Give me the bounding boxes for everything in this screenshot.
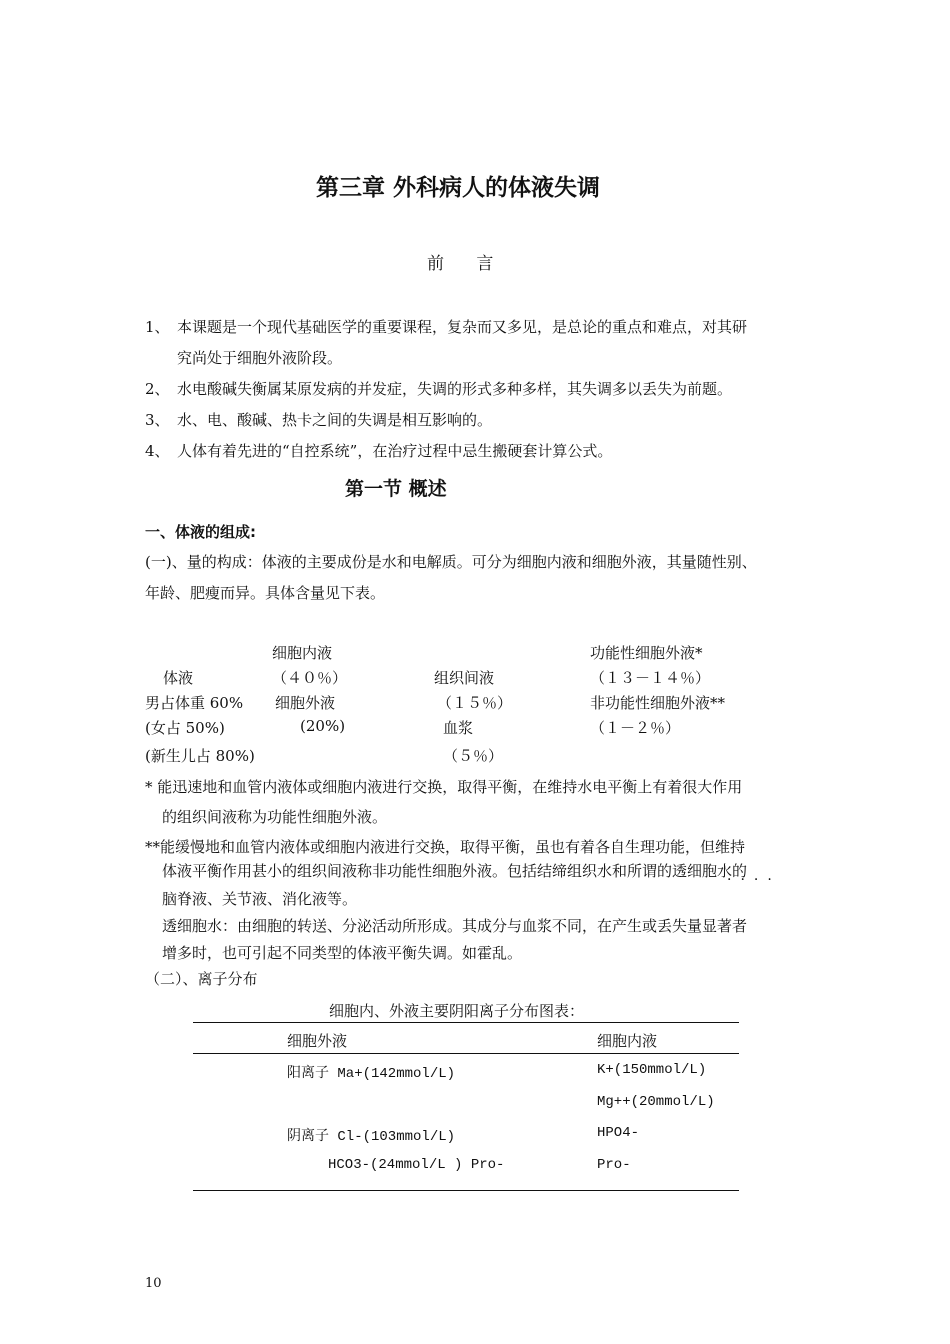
page-number: 10 [145, 1276, 162, 1291]
ion-row-1-ecf: 阳离子 Ma+(142mmol/L) [287, 1066, 456, 1082]
note-transcellular-line1: 透细胞水：由细胞的转送、分泌活动所形成。其成分与血浆不同，在产生或丢失量显著者 [162, 917, 748, 935]
note-functional-line2: 的组织间液称为功能性细胞外液。 [162, 808, 388, 826]
subsection-1-line2: 年龄、肥瘦而异。具体含量见下表。 [145, 584, 386, 602]
ion-row-4-ecf: HCO3-(24mmol/L ) Pro- [328, 1157, 505, 1173]
ion-row-3-ecf: 阴离子 Cl-(103mmol/L) [287, 1129, 456, 1145]
label-female-weight: (女占 50%) [145, 719, 225, 737]
note-nonfunctional-line2: 体液平衡作用甚小的组织间液称非功能性细胞外液。包括结缔组织水和所谓的透细胞水的 [162, 862, 748, 880]
preface-item-2-line1: 水电酸碱失衡属某原发病的并发症，失调的形式多种多样，其失调多以丢失为前题。 [177, 380, 733, 398]
preface-item-1-line1: 本课题是一个现代基础医学的重要课程，复杂而又多见，是总论的重点和难点，对其研 [177, 318, 748, 336]
chapter-title: 第三章 外科病人的体液失调 [316, 175, 601, 201]
preface-title: 前 言 [427, 254, 494, 274]
preface-item-1-line2: 究尚处于细胞外液阶段。 [177, 349, 343, 367]
ion-row-2-icf: Mg++(20mmol/L) [597, 1094, 715, 1110]
section-title: 第一节 概述 [345, 478, 447, 500]
subsection-1-line1: (一)、量的构成：体液的主要成份是水和电解质。可分为细胞内液和细胞外液，其量随性别、 [145, 553, 757, 571]
label-plasma: 血浆 [443, 719, 474, 737]
value-extracellular-pct: (20%) [300, 717, 346, 735]
note-transcellular-line2: 增多时，也可引起不同类型的体液平衡失调。如霍乱。 [162, 944, 523, 962]
label-nonfunctional-ecf: 非功能性细胞外液** [590, 694, 726, 712]
ion-table-header-icf: 细胞内液 [597, 1032, 658, 1050]
note-nonfunctional-line3: 脑脊液、关节液、消化液等。 [162, 890, 358, 908]
preface-item-3-num: 3、 [145, 411, 170, 429]
emphasis-dots: ···· [727, 872, 781, 888]
preface-item-4-line1: 人体有着先进的“自控系统”，在治疗过程中忌生搬硬套计算公式。 [177, 442, 613, 460]
ion-table-caption: 细胞内、外液主要阴阳离子分布图表： [329, 1002, 585, 1020]
ion-table-top-rule [193, 1022, 739, 1023]
ion-table-header-rule [193, 1053, 739, 1054]
ion-row-1-icf: K+(150mmol/L) [597, 1062, 707, 1078]
ion-row-4-icf: Pro- [597, 1157, 631, 1173]
label-functional-ecf: 功能性细胞外液* [590, 644, 703, 662]
ion-table-header-ecf: 细胞外液 [287, 1032, 348, 1050]
preface-item-2-num: 2、 [145, 380, 170, 398]
label-extracellular: 细胞外液 [275, 694, 336, 712]
note-nonfunctional-line1: **能缓慢地和血管内液体或细胞内液进行交换，取得平衡，虽也有着各自生理功能，但维持 [145, 838, 746, 856]
value-plasma-pct: （５％） [443, 747, 504, 765]
label-newborn-weight: (新生儿占 80%) [145, 747, 255, 765]
heading-fluid-composition: 一、体液的组成: [145, 523, 256, 541]
label-interstitial: 组织间液 [434, 669, 495, 687]
subsection-ion-distribution: （二）、离子分布 [145, 970, 258, 988]
label-male-weight: 男占体重 60% [145, 694, 244, 712]
preface-item-1-num: 1、 [145, 318, 170, 336]
label-intracellular: 细胞内液 [272, 644, 333, 662]
value-functional-pct: （１３－１４％） [590, 669, 711, 687]
ion-table-bottom-rule [193, 1190, 739, 1191]
preface-item-3-line1: 水、电、酸碱、热卡之间的失调是相互影响的。 [177, 411, 493, 429]
ion-row-3-icf: HPO4- [597, 1125, 640, 1141]
value-nonfunctional-pct: （１－２％） [590, 719, 681, 737]
value-intracellular-pct: （４０％） [272, 669, 348, 687]
note-functional-line1: * 能迅速地和血管内液体或细胞内液进行交换，取得平衡，在维持水电平衡上有着很大作用 [145, 778, 743, 796]
preface-item-4-num: 4、 [145, 442, 170, 460]
value-interstitial-pct: （１５％） [437, 694, 513, 712]
label-body-fluid: 体液 [163, 669, 194, 687]
